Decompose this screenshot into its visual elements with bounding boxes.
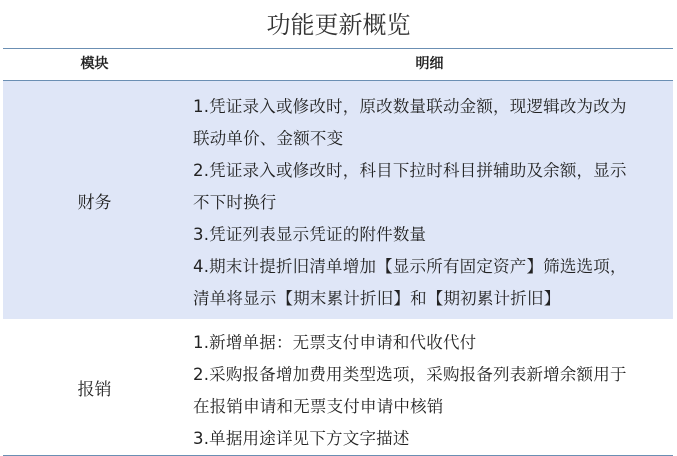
detail-line: 4.期末计提折旧清单增加【显示所有固定资产】筛选选项， (193, 257, 627, 276)
table-row-finance (3, 81, 673, 319)
table-header (3, 49, 673, 81)
detail-line: 3.单据用途详见下方文字描述 (193, 429, 410, 448)
detail-cell (186, 81, 673, 319)
detail-line: 联动单价、金额不变 (193, 129, 344, 148)
header-module: 模块 (80, 56, 109, 72)
detail-line: 1.新增单据：无票支付申请和代收代付 (193, 333, 477, 352)
detail-line: 1.凭证录入或修改时，原改数量联动金额，现逻辑改为改为 (193, 97, 627, 116)
page-title: 功能更新概览 (266, 11, 411, 39)
update-table (3, 48, 673, 456)
detail-line: 3.凭证列表显示凭证的附件数量 (193, 225, 427, 244)
detail-line: 在报销申请和无票支付申请中核销 (193, 397, 444, 416)
detail-line: 不下时换行 (193, 193, 277, 212)
table-row-reimbursement (3, 319, 673, 456)
module-cell: 报销 (77, 379, 112, 400)
detail-line: 清单将显示【期末累计折旧】和【期初累计折旧】 (193, 289, 561, 308)
detail-cell (186, 319, 673, 455)
detail-line: 2.采购报备增加费用类型选项，采购报备列表新增余额用于 (193, 365, 627, 384)
module-cell: 财务 (77, 192, 112, 213)
detail-line: 2.凭证录入或修改时，科目下拉时科目拼辅助及余额，显示 (193, 161, 627, 180)
header-detail: 明细 (415, 56, 444, 72)
